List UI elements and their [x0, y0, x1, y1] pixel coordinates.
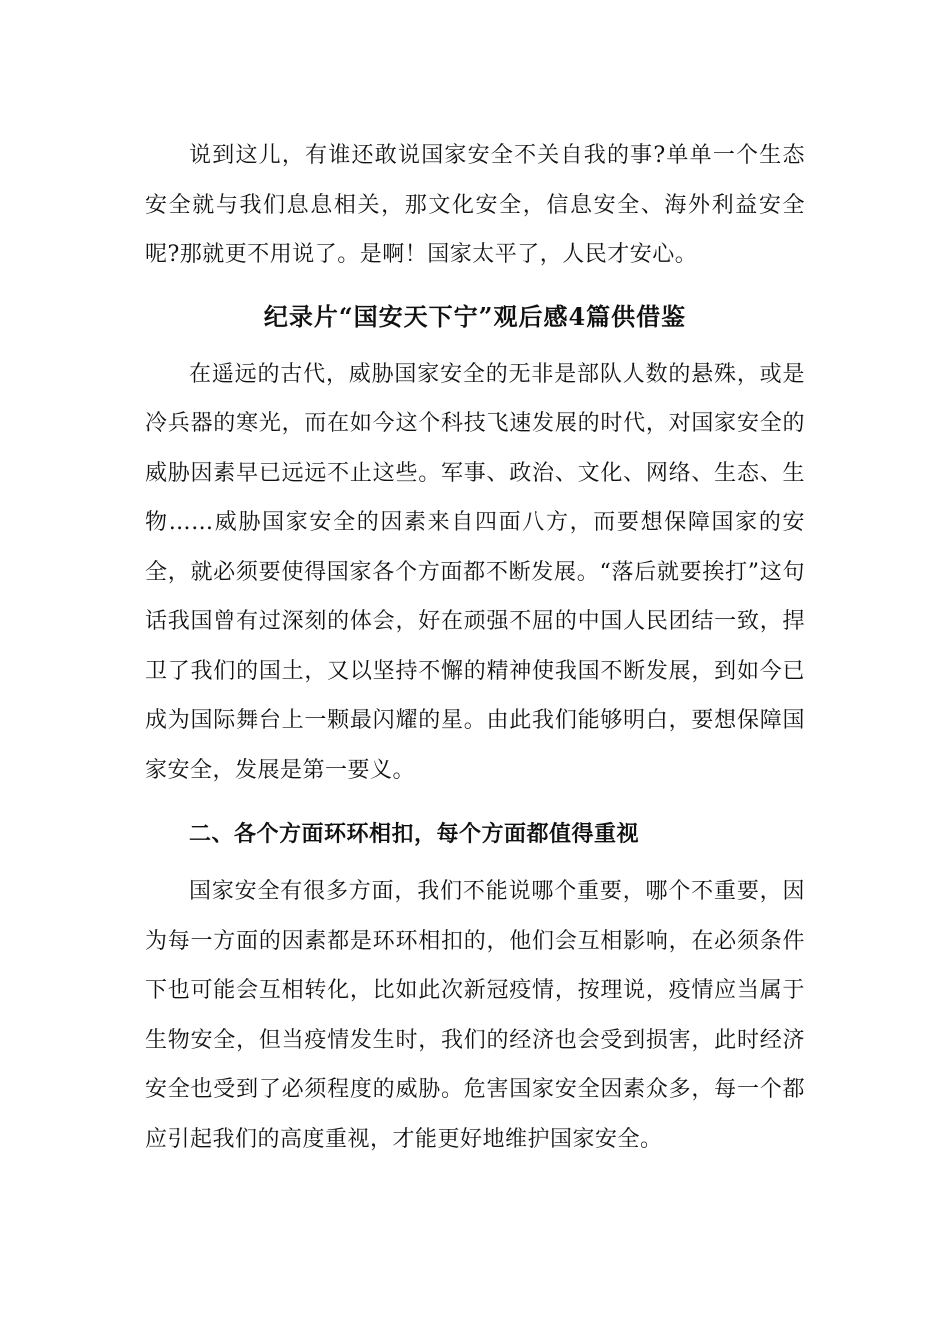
section-heading-2: 二、各个方面环环相扣，每个方面都值得重视	[189, 821, 640, 847]
paragraph-intro: 说到这儿，有谁还敢说国家安全不关自我的事?单单一个生态安全就与我们息息相关，那文化安全，信息安全、海外利益安全呢?那就更不用说了。是啊！国家太平了，人民才安心。	[145, 143, 805, 267]
paragraph-interlinked-aspects: 国家安全有很多方面，我们不能说哪个重要，哪个不重要，因为每一方面的因素都是环环相扣的，他们会互相影响，在必须条件下也可能会互相转化，比如此次新冠疫情，按理说，疫情应当属于生物安全，但当疫情发生时，我们的经济也会受到损害，此时经济安全也受到了必须程度的威胁。危害国家安全因素众多，每一个都应引起我们的高度重视，才能更好地维护国家安全。	[145, 879, 805, 1152]
document-body	[145, 131, 805, 1164]
spacer	[145, 795, 805, 799]
article-title: 纪录片“国安天下宁”观后感4篇供借鉴	[263, 301, 687, 331]
paragraph-ancient-threats: 在遥远的古代，威胁国家安全的无非是部队人数的悬殊，或是冷兵器的寒光，而在如今这个科技飞速发展的时代，对国家安全的威胁因素早已远远不止这些。军事、政治、文化、网络、生态、生物……威胁国家安全的因素来自四面八方，而要想保障国家的安全，就必须要使得国家各个方面都不断发展。“落后就要挨打”这句话我国曾有过深刻的体会，好在顽强不屈的中国人民团结一致，捍卫了我们的国土，又以坚持不懈的精神使我国不断发展，到如今已成为国际舞台上一颗最闪耀的星。由此我们能够明白，要想保障国家安全，发展是第一要义。	[145, 361, 805, 783]
